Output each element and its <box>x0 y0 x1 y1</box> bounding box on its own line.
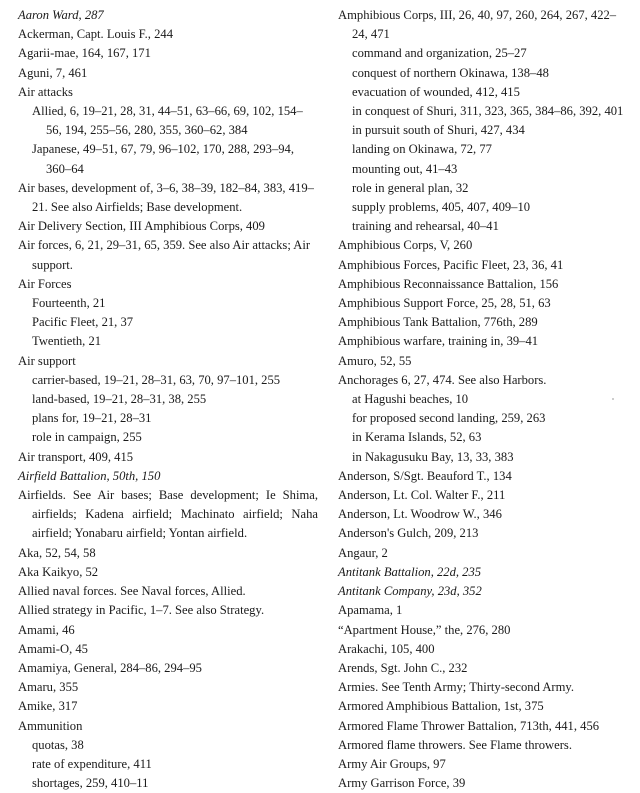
index-entry-text: conquest of northern Okinawa, 138–48 <box>352 65 549 80</box>
index-entry <box>18 6 318 25</box>
index-entry <box>18 467 318 486</box>
index-entry <box>18 601 318 620</box>
index-entry <box>18 83 318 102</box>
index-entry <box>338 582 628 601</box>
index-entry-text: role in general plan, 32 <box>352 180 469 195</box>
index-entry <box>338 294 628 313</box>
index-entry <box>18 64 318 83</box>
index-entry-text: Amami, 46 <box>18 622 75 637</box>
index-entry-text: Amphibious Tank Battalion, 776th, 289 <box>338 315 538 330</box>
index-entry-text: Amami-O, 45 <box>18 641 88 656</box>
index-left-column <box>18 6 318 793</box>
index-entry-text: Aguni, 7, 461 <box>18 65 88 80</box>
index-entry-text: Air bases, development of, 3–6, 38–39, 182–84, 383, 419–21. See also Airfields; Base development. <box>18 180 314 215</box>
index-subentry <box>18 428 318 447</box>
index-entry <box>338 697 628 716</box>
index-entry-text: Air forces, 6, 21, 29–31, 65, 359. See also Air attacks; Air support. <box>18 238 311 272</box>
index-entry <box>18 544 318 563</box>
index-entry-text: Anderson's Gulch, 209, 213 <box>338 526 479 541</box>
index-entry-text: Allied naval forces. See Naval forces, Allied. <box>18 584 246 599</box>
index-entry <box>338 371 628 390</box>
index-subentry <box>338 102 628 121</box>
index-entry-text: Japanese, 49–51, 67, 79, 96–102, 170, 288, 293–94, 360–64 <box>32 142 294 176</box>
index-subentry <box>338 83 628 102</box>
index-entry <box>338 352 628 371</box>
index-entry-text: shortages, 259, 410–11 <box>32 776 149 791</box>
index-entry <box>18 563 318 582</box>
index-entry <box>338 524 628 543</box>
index-subentry <box>338 160 628 179</box>
index-entry <box>18 44 318 63</box>
index-subentry <box>18 313 318 332</box>
index-entry-text: Ackerman, Capt. Louis F., 244 <box>18 27 173 42</box>
index-entry <box>18 217 318 236</box>
index-subentry <box>338 198 628 217</box>
index-subentry <box>338 390 628 409</box>
index-entry-text: in Nakagusuku Bay, 13, 33, 383 <box>352 449 514 464</box>
index-entry-text: Aka, 52, 54, 58 <box>18 545 96 560</box>
index-entry-text: Armies. See Tenth Army; Thirty-second Army. <box>338 680 575 695</box>
index-entry-text: Aka Kaikyo, 52 <box>18 564 99 579</box>
index-entry <box>338 544 628 563</box>
index-entry <box>338 313 628 332</box>
index-entry-text: rate of expenditure, 411 <box>32 756 152 771</box>
index-entry <box>338 601 628 620</box>
index-entry-text: Air Delivery Section, III Amphibious Corps, 409 <box>18 219 265 234</box>
index-entry <box>338 6 628 44</box>
index-subentry <box>18 755 318 774</box>
index-subentry <box>338 140 628 159</box>
index-subentry <box>338 448 628 467</box>
index-subentry <box>18 736 318 755</box>
index-entry-text: Amphibious Forces, Pacific Fleet, 23, 36, 41 <box>338 257 564 272</box>
index-entry-text: Air transport, 409, 415 <box>18 449 134 464</box>
index-entry-text: quotas, 38 <box>32 737 84 752</box>
index-entry <box>18 352 318 371</box>
index-subentry <box>338 44 628 63</box>
index-entry-text: Amike, 317 <box>18 699 78 714</box>
index-entry-text: for proposed second landing, 259, 263 <box>352 411 546 426</box>
index-entry-text: Anderson, Lt. Col. Walter F., 211 <box>338 488 506 503</box>
index-right-column <box>338 6 628 793</box>
index-entry <box>18 448 318 467</box>
index-subentry <box>18 102 318 140</box>
index-entry-text: Twentieth, 21 <box>32 334 102 349</box>
index-entry-text: Airfield Battalion, 50th, 150 <box>18 468 161 483</box>
index-entry <box>18 179 318 217</box>
index-entry-text: Amphibious Corps, V, 260 <box>338 238 473 253</box>
index-entry-text: “Apartment House,” the, 276, 280 <box>338 622 511 637</box>
index-entry <box>18 640 318 659</box>
index-subentry <box>338 179 628 198</box>
index-entry-text: Arends, Sgt. John C., 232 <box>338 660 468 675</box>
index-entry <box>18 697 318 716</box>
index-entry-text: Armored Amphibious Battalion, 1st, 375 <box>338 699 544 714</box>
index-subentry <box>338 428 628 447</box>
index-entry-text: Anderson, Lt. Woodrow W., 346 <box>338 507 502 522</box>
index-entry-text: Antitank Battalion, 22d, 235 <box>338 564 482 579</box>
index-entry-text: training and rehearsal, 40–41 <box>352 219 499 234</box>
index-entry-text: Air support <box>18 353 76 368</box>
index-entry-text: Fourteenth, 21 <box>32 296 106 311</box>
index-subentry <box>18 774 318 793</box>
index-entry-text: Apamama, 1 <box>338 603 403 618</box>
index-entry <box>18 275 318 294</box>
index-entry <box>338 621 628 640</box>
index-entry-text: Amaru, 355 <box>18 680 79 695</box>
index-entry <box>18 659 318 678</box>
index-entry-text: landing on Okinawa, 72, 77 <box>352 142 492 157</box>
index-entry <box>338 563 628 582</box>
index-entry-text: command and organization, 25–27 <box>352 46 527 61</box>
scan-speck <box>612 398 614 400</box>
index-entry-text: Air Forces <box>18 276 72 291</box>
index-entry-text: Amphibious Corps, III, 26, 40, 97, 260, 264, 267, 422–24, 471 <box>338 8 617 42</box>
index-entry-text: land-based, 19–21, 28–31, 38, 255 <box>32 392 207 407</box>
index-entry <box>338 256 628 275</box>
index-entry-text: Antitank Company, 23d, 352 <box>338 584 482 599</box>
index-entry <box>338 505 628 524</box>
index-entry-text: evacuation of wounded, 412, 415 <box>352 84 520 99</box>
index-entry <box>18 717 318 736</box>
index-entry <box>18 582 318 601</box>
index-entry <box>338 717 628 736</box>
index-entry <box>18 236 318 274</box>
index-subentry <box>338 121 628 140</box>
index-entry-text: Allied strategy in Pacific, 1–7. See also Strategy. <box>18 603 265 618</box>
index-entry-text: Amuro, 52, 55 <box>338 353 412 368</box>
index-subentry <box>18 409 318 428</box>
index-entry-text: Angaur, 2 <box>338 545 388 560</box>
index-entry-text: Aaron Ward, 287 <box>18 8 104 22</box>
index-entry-text: Army Air Groups, 97 <box>338 756 446 771</box>
index-entry-text: Amphibious Support Force, 25, 28, 51, 63 <box>338 296 551 311</box>
index-entry <box>338 275 628 294</box>
index-entry-text: in conquest of Shuri, 311, 323, 365, 384–86, 392, 401 <box>352 104 624 119</box>
index-entry-text: Amphibious Reconnaissance Battalion, 156 <box>338 276 559 291</box>
index-entry <box>18 25 318 44</box>
index-subentry <box>18 371 318 390</box>
index-entry <box>338 467 628 486</box>
index-subentry <box>18 390 318 409</box>
index-entry <box>338 236 628 255</box>
index-entry-text: Armored flame throwers. See Flame throwers. <box>338 737 572 752</box>
index-subentry <box>18 294 318 313</box>
index-entry-text: plans for, 19–21, 28–31 <box>32 411 152 426</box>
index-entry <box>338 678 628 697</box>
index-entry <box>18 678 318 697</box>
index-entry-text: Anderson, S/Sgt. Beauford T., 134 <box>338 468 512 483</box>
index-entry-text: Amphibious warfare, training in, 39–41 <box>338 334 539 349</box>
index-entry-text: in pursuit south of Shuri, 427, 434 <box>352 123 525 138</box>
index-subentry <box>18 332 318 351</box>
index-entry-text: Amamiya, General, 284–86, 294–95 <box>18 660 202 675</box>
index-subentry <box>338 64 628 83</box>
index-entry-text: carrier-based, 19–21, 28–31, 63, 70, 97–101, 255 <box>32 372 281 387</box>
index-entry-text: Air attacks <box>18 84 73 99</box>
index-entry-text: in Kerama Islands, 52, 63 <box>352 430 482 445</box>
index-entry <box>18 621 318 640</box>
index-entry-text: at Hagushi beaches, 10 <box>352 392 469 407</box>
index-subentry <box>18 140 318 178</box>
index-entry <box>338 640 628 659</box>
index-entry <box>338 774 628 793</box>
index-entry-text: Ammunition <box>18 718 83 733</box>
index-entry <box>338 486 628 505</box>
index-entry-text: Pacific Fleet, 21, 37 <box>32 315 134 330</box>
index-subentry <box>338 409 628 428</box>
index-subentry <box>338 217 628 236</box>
index-entry-text: Agarii-mae, 164, 167, 171 <box>18 46 151 61</box>
index-entry-text: Anchorages 6, 27, 474. See also Harbors. <box>338 372 547 387</box>
index-entry-text: Armored Flame Thrower Battalion, 713th, 441, 456 <box>338 718 600 733</box>
index-entry-text: role in campaign, 255 <box>32 430 142 445</box>
index-entry <box>338 332 628 351</box>
index-entry <box>338 755 628 774</box>
index-entry-text: supply problems, 405, 407, 409–10 <box>352 200 531 215</box>
index-entry <box>18 486 318 544</box>
index-entry <box>338 659 628 678</box>
index-entry-text: mounting out, 41–43 <box>352 161 458 176</box>
index-entry-text: Arakachi, 105, 400 <box>338 641 435 656</box>
index-entry <box>338 736 628 755</box>
index-entry-text: Army Garrison Force, 39 <box>338 776 466 791</box>
index-entry-text: Allied, 6, 19–21, 28, 31, 44–51, 63–66, 69, 102, 154–56, 194, 255–56, 280, 355, 360–62, 384 <box>32 104 303 138</box>
index-entry-text: Airfields. See Air bases; Base development; Ie Shima, airfields; Kadena airfield; Machinato airfield; Naha airfield; Yonabaru airfield; Yontan airfield. <box>18 488 318 541</box>
